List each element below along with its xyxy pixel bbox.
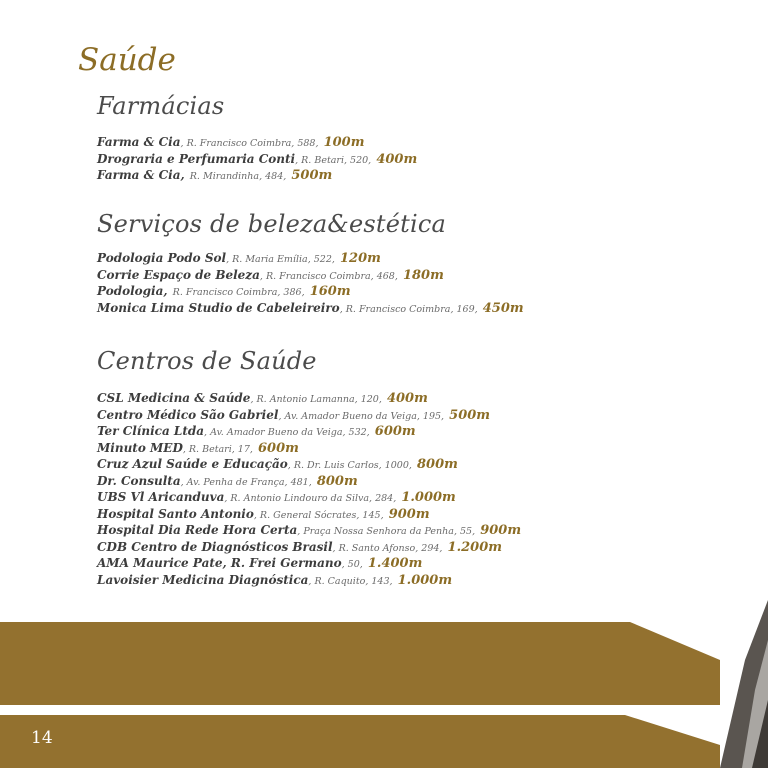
entry-name: Farma & Cia	[97, 135, 181, 149]
entry-name: CSL Medicina & Saúde	[97, 391, 251, 405]
entry-name: Dr. Consulta	[97, 473, 181, 488]
heading-farmacias: Farmácias	[97, 92, 225, 120]
entry-distance: 600m	[258, 440, 299, 456]
entry-address: R. Francisco Coimbra, 588,	[186, 138, 319, 149]
entry-address: R. Mirandinha, 484,	[189, 171, 287, 182]
list-item: AMA Maurice Pate, R. Frei Germano, 50, 1.400m	[97, 556, 423, 571]
entry-name: Podologia,	[97, 284, 168, 298]
entry-distance: 900m	[388, 506, 430, 522]
white-stripe	[0, 705, 720, 715]
gold-band-upper	[0, 622, 720, 705]
entry-address: R. Santo Afonso, 294,	[338, 542, 443, 554]
entry-name: CDB Centro de Diagnósticos Brasil	[97, 539, 333, 554]
entry-address: R. Antonio Lindouro da Silva, 284,	[230, 493, 397, 504]
entry-name: Hospital Santo Antonio	[97, 506, 254, 521]
entry-name: Centro Médico São Gabriel	[97, 407, 279, 422]
entry-address: Av. Amador Bueno da Veiga, 532,	[210, 427, 370, 438]
list-item: Drograria e Perfumaria Conti, R. Betari, 520, 400m	[97, 151, 418, 167]
entry-name: Ter Clínica Ltda	[97, 424, 205, 438]
entry-name: Lavoisier Medicina Diagnóstica	[97, 572, 309, 587]
entry-name: Drograria e Perfumaria Conti	[97, 151, 296, 166]
page-number: 14	[31, 728, 53, 748]
entry-address: R. Maria Emília, 522,	[232, 254, 335, 265]
page-title: Saúde	[78, 42, 176, 78]
entry-distance: 160m	[309, 284, 351, 299]
entry-address: R. Francisco Coimbra, 468,	[265, 270, 398, 282]
entry-distance: 450m	[482, 300, 524, 316]
entry-name: UBS Vl Aricanduva	[97, 490, 225, 504]
list-beleza-estetica	[97, 249, 524, 315]
entry-name: Corrie Espaço de Beleza	[97, 267, 260, 282]
entry-distance: 500m	[449, 407, 491, 423]
entry-distance: 600m	[374, 424, 416, 439]
entry-name: Monica Lima Studio de Cabeleireiro	[97, 300, 340, 315]
entry-address: Av. Amador Bueno da Veiga, 195,	[284, 410, 445, 422]
list-item: Hospital Dia Rede Hora Certa, Praça Nossa Senhora da Penha, 55, 900m	[97, 523, 522, 538]
entry-distance: 1.400m	[367, 556, 423, 571]
entry-address: R. Francisco Coimbra, 169,	[345, 303, 478, 315]
entry-address: 50,	[347, 559, 363, 570]
entry-distance: 500m	[291, 168, 333, 183]
entry-distance: 800m	[417, 457, 458, 472]
heading-centros-de-saude: Centros de Saúde	[97, 347, 317, 375]
heading-beleza-estetica: Serviços de beleza&estética	[97, 210, 446, 238]
entry-name: Podologia Podo Sol	[97, 251, 227, 265]
list-item: Ter Clínica Ltda, Av. Amador Bueno da Veiga, 532, 600m	[97, 424, 416, 439]
entry-distance: 1.000m	[401, 490, 456, 505]
entry-name: Hospital Dia Rede Hora Certa	[97, 523, 298, 537]
entry-distance: 900m	[480, 523, 522, 538]
list-item: Podologia Podo Sol, R. Maria Emília, 522, 120m	[97, 251, 381, 266]
entry-address: R. Antonio Lamanna, 120,	[256, 394, 382, 405]
entry-address: R. Betari, 17,	[188, 443, 253, 455]
entry-address: Av. Penha de França, 481,	[186, 476, 312, 488]
entry-distance: 1.200m	[447, 539, 502, 555]
entry-name: AMA Maurice Pate, R. Frei Germano	[97, 556, 342, 570]
list-item	[97, 166, 417, 183]
list-item: Minuto MED, R. Betari, 17, 600m	[97, 440, 299, 456]
entry-name: Cruz Azul Saúde e Educação	[97, 457, 288, 471]
entry-distance: 100m	[323, 135, 365, 150]
entry-address: R. General Sócrates, 145,	[259, 509, 384, 521]
entry-name: Minuto MED	[97, 440, 183, 455]
list-item: UBS Vl Aricanduva, R. Antonio Lindouro da Silva, 284, 1.000m	[97, 490, 456, 505]
entry-address: R. Caquito, 143,	[314, 575, 393, 587]
list-item: Lavoisier Medicina Diagnóstica, R. Caquito, 143, 1.000m	[97, 572, 453, 588]
entry-address: Praça Nossa Senhora da Penha, 55,	[303, 526, 476, 537]
entry-distance: 400m	[386, 391, 428, 406]
list-item: Cruz Azul Saúde e Educação, R. Dr. Luis Carlos, 1000, 800m	[97, 457, 458, 472]
entry-distance: 1.000m	[397, 572, 453, 588]
entry-distance: 120m	[339, 251, 381, 266]
list-item: Dr. Consulta, Av. Penha de França, 481, 800m	[97, 473, 358, 489]
list-item: Farma & Cia, R. Francisco Coimbra, 588, 100m	[97, 135, 365, 150]
list-item: Hospital Santo Antonio, R. General Sócrates, 145, 900m	[97, 506, 430, 522]
list-farmacias	[97, 133, 417, 183]
list-item: Corrie Espaço de Beleza, R. Francisco Coimbra, 468, 180m	[97, 267, 444, 283]
gold-band-lower	[0, 715, 720, 768]
entry-address: R. Betari, 520,	[301, 154, 372, 166]
entry-address: R. Dr. Luis Carlos, 1000,	[293, 460, 412, 471]
list-centros-de-saude	[97, 389, 521, 587]
entry-distance: 800m	[316, 473, 358, 489]
list-item: Monica Lima Studio de Cabeleireiro, R. Francisco Coimbra, 169, 450m	[97, 300, 524, 316]
list-item: CDB Centro de Diagnósticos Brasil, R. Santo Afonso, 294, 1.200m	[97, 539, 502, 555]
entry-distance: 180m	[402, 267, 444, 283]
entry-address: R. Francisco Coimbra, 386,	[172, 287, 305, 298]
entry-distance: 400m	[376, 151, 418, 167]
list-item: CSL Medicina & Saúde, R. Antonio Lamanna, 120, 400m	[97, 391, 428, 406]
list-item: Centro Médico São Gabriel, Av. Amador Bueno da Veiga, 195, 500m	[97, 407, 491, 423]
list-item	[97, 282, 524, 299]
entry-name: Farma & Cia,	[97, 168, 185, 182]
